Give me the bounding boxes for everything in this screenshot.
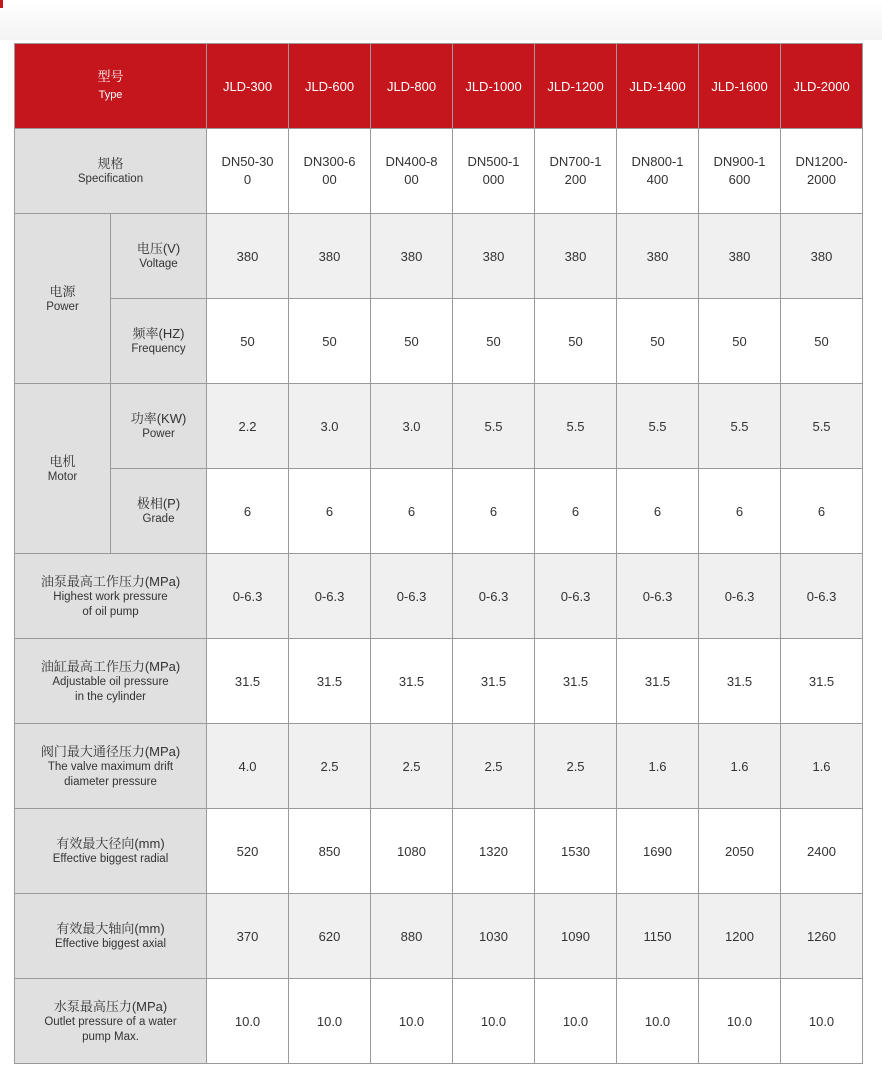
table-cell: 1.6	[699, 724, 781, 809]
row-label-cn: 功率(KW)	[130, 411, 187, 426]
group-label-cn: 电源	[49, 283, 76, 299]
table-cell: 5.5	[781, 384, 863, 469]
type-header-cn: 型号	[97, 69, 124, 84]
table-cell	[453, 129, 535, 214]
row-label	[15, 809, 207, 894]
row-label	[111, 469, 207, 554]
row-label-en: Voltage	[139, 258, 178, 270]
row-label-en: Grade	[142, 513, 175, 525]
table-cell: 6	[289, 469, 371, 554]
table-cell: 5.5	[453, 384, 535, 469]
motor-power-row	[15, 384, 863, 469]
table-cell: 10.0	[371, 979, 453, 1064]
table-cell: 50	[699, 299, 781, 384]
table-cell: 380	[371, 214, 453, 299]
row-label-en: Frequency	[131, 343, 186, 355]
table-cell: 1260	[781, 894, 863, 979]
axial-row	[15, 894, 863, 979]
cell-value: DN300-600	[303, 154, 356, 187]
row-label	[15, 979, 207, 1064]
type-header	[15, 44, 207, 129]
table-cell: 50	[371, 299, 453, 384]
table-cell: 0-6.3	[289, 554, 371, 639]
model-header: JLD-1000	[453, 44, 535, 129]
table-cell: 620	[289, 894, 371, 979]
table-cell: 31.5	[781, 639, 863, 724]
row-label-cn: 有效最大径向(mm)	[56, 836, 165, 851]
table-cell: 31.5	[371, 639, 453, 724]
table-cell: 10.0	[453, 979, 535, 1064]
table-cell: 1690	[617, 809, 699, 894]
table-cell: 4.0	[207, 724, 289, 809]
table-cell: 5.5	[617, 384, 699, 469]
table-cell: 31.5	[207, 639, 289, 724]
row-label-cn: 阀门最大通径压力(MPa)	[40, 743, 181, 759]
top-band	[0, 0, 882, 40]
table-cell: 0-6.3	[453, 554, 535, 639]
table-cell: 50	[535, 299, 617, 384]
table-cell: 380	[617, 214, 699, 299]
model-header: JLD-300	[207, 44, 289, 129]
table-cell: 1.6	[781, 724, 863, 809]
group-label-cn: 电机	[49, 453, 76, 469]
row-label	[15, 129, 207, 214]
row-label-en: diameter pressure	[64, 775, 157, 788]
table-cell	[699, 129, 781, 214]
table-cell: 3.0	[371, 384, 453, 469]
row-label	[111, 384, 207, 469]
table-cell: 380	[453, 214, 535, 299]
cell-value: DN700-1200	[549, 154, 602, 187]
table-cell	[289, 129, 371, 214]
model-header: JLD-1400	[617, 44, 699, 129]
row-label-en: Power	[142, 428, 175, 440]
table-cell: 2050	[699, 809, 781, 894]
row-label	[111, 214, 207, 299]
row-label-en: Effective biggest axial	[54, 938, 167, 950]
table-cell: 31.5	[289, 639, 371, 724]
cell-value: DN800-1400	[631, 154, 684, 187]
table-cell: 50	[617, 299, 699, 384]
table-cell: 1030	[453, 894, 535, 979]
row-label-en: Highest work pressure	[53, 590, 168, 603]
table-cell: 31.5	[453, 639, 535, 724]
table-cell: 2.2	[207, 384, 289, 469]
table-cell: 2.5	[371, 724, 453, 809]
table-cell: 50	[453, 299, 535, 384]
row-label	[15, 639, 207, 724]
row-label	[15, 554, 207, 639]
table-cell: 520	[207, 809, 289, 894]
cell-value: DN500-1000	[467, 154, 520, 187]
table-cell: 2.5	[453, 724, 535, 809]
table-cell: 370	[207, 894, 289, 979]
table-cell	[371, 129, 453, 214]
grade-row	[15, 469, 863, 554]
table-cell: 0-6.3	[699, 554, 781, 639]
table-cell: 1.6	[617, 724, 699, 809]
valve-pressure-row	[15, 724, 863, 809]
row-label-en: Adjustable oil pressure	[52, 675, 169, 688]
table-cell: 6	[699, 469, 781, 554]
row-label	[15, 724, 207, 809]
group-label-motor	[15, 384, 111, 554]
table-cell: 6	[207, 469, 289, 554]
row-label-cn: 有效最大轴向(mm)	[56, 921, 165, 936]
spec-table	[14, 43, 863, 1064]
table-cell: 50	[289, 299, 371, 384]
model-header: JLD-600	[289, 44, 371, 129]
table-cell: 0-6.3	[207, 554, 289, 639]
pump-pressure-row	[15, 554, 863, 639]
table-cell: 3.0	[289, 384, 371, 469]
table-cell: 31.5	[617, 639, 699, 724]
row-label-en: Specification	[77, 173, 144, 185]
model-header: JLD-1200	[535, 44, 617, 129]
table-cell: 380	[207, 214, 289, 299]
cylinder-pressure-row	[15, 639, 863, 724]
table-cell: 6	[617, 469, 699, 554]
voltage-row	[15, 214, 863, 299]
table-cell	[535, 129, 617, 214]
table-cell: 1530	[535, 809, 617, 894]
table-cell: 5.5	[535, 384, 617, 469]
table-cell: 10.0	[289, 979, 371, 1064]
row-label-en: of oil pump	[82, 605, 139, 618]
table-cell: 6	[453, 469, 535, 554]
table-cell: 0-6.3	[617, 554, 699, 639]
table-cell: 31.5	[699, 639, 781, 724]
row-label-en: Outlet pressure of a water	[44, 1015, 177, 1028]
table-cell: 380	[535, 214, 617, 299]
row-label-cn: 油泵最高工作压力(MPa)	[40, 573, 181, 589]
row-label-cn: 水泵最高压力(MPa)	[53, 998, 168, 1014]
row-label-cn: 电压(V)	[136, 241, 181, 256]
table-cell: 0-6.3	[781, 554, 863, 639]
table-cell: 50	[781, 299, 863, 384]
radial-row	[15, 809, 863, 894]
table-cell: 880	[371, 894, 453, 979]
row-label-cn: 频率(HZ)	[132, 326, 185, 341]
table-cell: 10.0	[617, 979, 699, 1064]
table-cell: 6	[535, 469, 617, 554]
top-accent-mark	[0, 0, 3, 8]
table-cell: 1320	[453, 809, 535, 894]
row-label-en: Effective biggest radial	[52, 853, 169, 865]
row-label-cn: 规格	[97, 156, 124, 171]
table-cell: 2400	[781, 809, 863, 894]
model-header: JLD-1600	[699, 44, 781, 129]
cell-value: DN1200-2000	[795, 154, 848, 187]
water-pump-row	[15, 979, 863, 1064]
table-cell: 10.0	[781, 979, 863, 1064]
row-label-cn: 油缸最高工作压力(MPa)	[40, 658, 181, 674]
cell-value: DN50-300	[221, 154, 274, 187]
model-header: JLD-800	[371, 44, 453, 129]
table-cell: 6	[371, 469, 453, 554]
row-label-cn: 极相(P)	[136, 496, 181, 511]
group-label-en: Power	[46, 300, 79, 313]
table-cell: 31.5	[535, 639, 617, 724]
row-label-en: pump Max.	[82, 1030, 139, 1043]
table-cell: 1090	[535, 894, 617, 979]
table-cell: 2.5	[535, 724, 617, 809]
row-label-en: in the cylinder	[75, 690, 146, 703]
group-label-power	[15, 214, 111, 384]
specification-row	[15, 129, 863, 214]
model-header: JLD-2000	[781, 44, 863, 129]
table-cell	[617, 129, 699, 214]
table-cell	[781, 129, 863, 214]
cell-value: DN900-1600	[713, 154, 766, 187]
table-cell: 1150	[617, 894, 699, 979]
table-cell: 50	[207, 299, 289, 384]
header-row	[15, 44, 863, 129]
table-cell: 0-6.3	[371, 554, 453, 639]
cell-value: DN400-800	[385, 154, 438, 187]
table-cell: 1080	[371, 809, 453, 894]
table-cell	[207, 129, 289, 214]
table-cell: 10.0	[207, 979, 289, 1064]
row-label	[111, 299, 207, 384]
table-cell: 380	[699, 214, 781, 299]
table-cell: 850	[289, 809, 371, 894]
table-cell: 0-6.3	[535, 554, 617, 639]
table-cell: 380	[289, 214, 371, 299]
row-label	[15, 894, 207, 979]
table-cell: 380	[781, 214, 863, 299]
frequency-row	[15, 299, 863, 384]
table-cell: 10.0	[699, 979, 781, 1064]
row-label-en: The valve maximum drift	[47, 760, 174, 773]
group-label-en: Motor	[47, 470, 78, 483]
table-cell: 5.5	[699, 384, 781, 469]
type-header-en: Type	[98, 89, 123, 101]
table-cell: 1200	[699, 894, 781, 979]
table-cell: 6	[781, 469, 863, 554]
table-cell: 2.5	[289, 724, 371, 809]
table-cell: 10.0	[535, 979, 617, 1064]
